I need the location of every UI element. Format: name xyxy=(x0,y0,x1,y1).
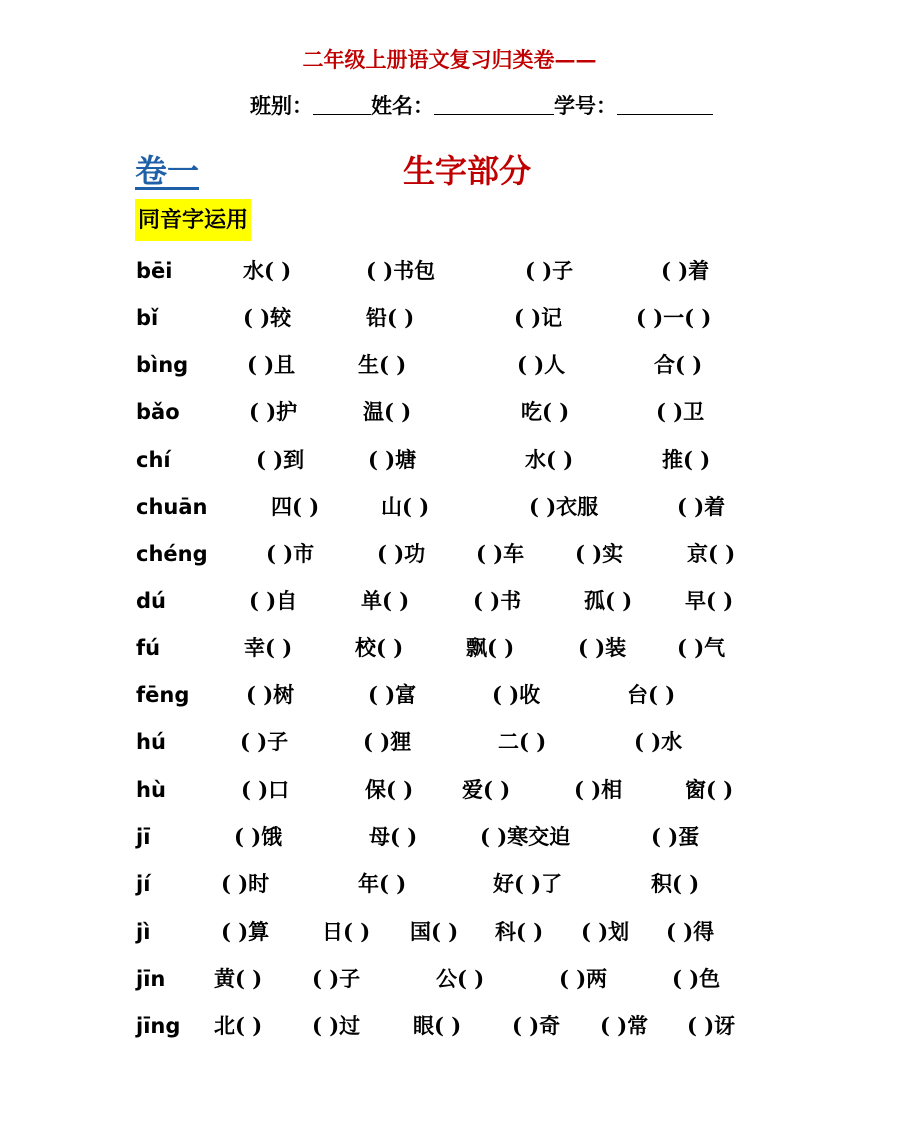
word-blank-item: ( )护 xyxy=(249,399,298,424)
subheading: 同音字运用 xyxy=(135,199,251,241)
word-blank-item: 幸( ) xyxy=(244,635,293,660)
id-blank xyxy=(617,94,713,115)
word-blank-item: ( )子 xyxy=(312,966,361,991)
name-blank xyxy=(434,94,554,115)
word-blank-item: ( )相 xyxy=(574,777,623,802)
word-blank-item: ( )时 xyxy=(221,871,270,896)
pinyin-label: chí xyxy=(136,448,171,472)
pinyin-label: dú xyxy=(136,589,166,613)
word-blank-item: 积( ) xyxy=(651,871,700,896)
word-blank-item: ( )子 xyxy=(525,258,574,283)
exercise-row xyxy=(0,350,899,380)
pinyin-label: fú xyxy=(136,636,161,660)
word-blank-item: ( )常 xyxy=(600,1013,649,1038)
word-blank-item: ( )自 xyxy=(249,588,298,613)
word-blank-item: ( )卫 xyxy=(656,399,705,424)
word-blank-item: 合( ) xyxy=(654,352,703,377)
word-blank-item: 好( )了 xyxy=(493,871,563,896)
class-label: 班别： xyxy=(250,93,313,118)
word-blank-item: 保( ) xyxy=(365,777,414,802)
word-blank-item: ( )树 xyxy=(246,682,295,707)
word-blank-item: 水( ) xyxy=(243,258,292,283)
exercise-row xyxy=(0,727,899,757)
exercise-row xyxy=(0,775,899,805)
word-blank-item: 二( ) xyxy=(498,729,547,754)
pinyin-label: bǐ xyxy=(136,306,159,330)
exercise-row xyxy=(0,397,899,427)
exercise-row xyxy=(0,822,899,852)
pinyin-label: hù xyxy=(136,778,166,802)
word-blank-item: ( )气 xyxy=(677,635,726,660)
word-blank-item: ( )衣服 xyxy=(529,494,599,519)
word-blank-item: ( )记 xyxy=(514,305,563,330)
word-blank-item: ( )塘 xyxy=(368,447,417,472)
word-blank-item: ( )功 xyxy=(377,541,426,566)
word-blank-item: ( )划 xyxy=(581,919,630,944)
word-blank-item: 温( ) xyxy=(363,399,412,424)
word-blank-item: ( )子 xyxy=(240,729,289,754)
word-blank-item: 眼( ) xyxy=(413,1013,462,1038)
word-blank-item: 日( ) xyxy=(322,919,371,944)
word-blank-item: ( )到 xyxy=(256,447,305,472)
word-blank-item: ( )狸 xyxy=(363,729,412,754)
word-blank-item: ( )且 xyxy=(247,352,296,377)
pinyin-label: bìng xyxy=(136,353,189,377)
word-blank-item: ( )富 xyxy=(368,682,417,707)
word-blank-item: ( )寒交迫 xyxy=(480,824,571,849)
word-blank-item: ( )装 xyxy=(578,635,627,660)
word-blank-item: 生( ) xyxy=(358,352,407,377)
pinyin-label: jīn xyxy=(136,967,166,991)
student-info xyxy=(250,90,713,120)
word-blank-item: 山( ) xyxy=(381,494,430,519)
word-blank-item: 铅( ) xyxy=(366,305,415,330)
word-blank-item: 早( ) xyxy=(685,588,734,613)
word-blank-item: ( )车 xyxy=(476,541,525,566)
word-blank-item: ( )收 xyxy=(492,682,541,707)
word-blank-item: ( )市 xyxy=(266,541,315,566)
exercise-row xyxy=(0,586,899,616)
pinyin-label: jí xyxy=(136,872,151,896)
name-label: 姓名： xyxy=(371,93,434,118)
word-blank-item: ( )书 xyxy=(473,588,522,613)
word-blank-item: 年( ) xyxy=(358,871,407,896)
word-blank-item: 京( ) xyxy=(687,541,736,566)
word-blank-item: ( )讶 xyxy=(687,1013,736,1038)
word-blank-item: ( )奇 xyxy=(512,1013,561,1038)
word-blank-item: 北( ) xyxy=(214,1013,263,1038)
word-blank-item: 公( ) xyxy=(436,966,485,991)
pinyin-label: chéng xyxy=(136,542,208,566)
pinyin-label: jīng xyxy=(136,1014,181,1038)
exercise-row xyxy=(0,869,899,899)
word-blank-item: 吃( ) xyxy=(521,399,570,424)
word-blank-item: ( )较 xyxy=(243,305,292,330)
juan-label: 卷一 xyxy=(135,152,200,190)
word-blank-item: ( )着 xyxy=(661,258,710,283)
worksheet-title: 二年级上册语文复习归类卷—— xyxy=(302,47,597,72)
word-blank-item: 国( ) xyxy=(410,919,459,944)
word-blank-item: ( )口 xyxy=(241,777,290,802)
word-blank-item: 四( ) xyxy=(271,494,320,519)
exercise-row xyxy=(0,492,899,522)
word-blank-item: 校( ) xyxy=(355,635,404,660)
section-title: 生字部分 xyxy=(403,152,532,190)
pinyin-label: bǎo xyxy=(136,400,180,424)
word-blank-item: 推( ) xyxy=(662,447,711,472)
word-blank-item: ( )水 xyxy=(634,729,683,754)
word-blank-item: 孤( ) xyxy=(584,588,633,613)
word-blank-item: 黄( ) xyxy=(214,966,263,991)
word-blank-item: ( )两 xyxy=(559,966,608,991)
word-blank-item: ( )书包 xyxy=(366,258,436,283)
word-blank-item: 飘( ) xyxy=(466,635,515,660)
word-blank-item: ( )饿 xyxy=(234,824,283,849)
class-blank xyxy=(313,94,371,115)
word-blank-item: ( )算 xyxy=(221,919,270,944)
exercise-row xyxy=(0,1011,899,1041)
pinyin-label: bēi xyxy=(136,259,173,283)
word-blank-item: 科( ) xyxy=(495,919,544,944)
word-blank-item: ( )实 xyxy=(575,541,624,566)
word-blank-item: ( )过 xyxy=(312,1013,361,1038)
exercise-row xyxy=(0,680,899,710)
pinyin-label: jì xyxy=(136,920,151,944)
pinyin-label: hú xyxy=(136,730,166,754)
pinyin-label: jī xyxy=(136,825,151,849)
exercise-row xyxy=(0,964,899,994)
word-blank-item: 母( ) xyxy=(369,824,418,849)
exercise-row xyxy=(0,633,899,663)
word-blank-item: ( )得 xyxy=(666,919,715,944)
pinyin-label: fēng xyxy=(136,683,190,707)
exercise-row xyxy=(0,917,899,947)
id-label: 学号： xyxy=(554,93,617,118)
word-blank-item: ( )一( ) xyxy=(636,305,712,330)
word-blank-item: 台( ) xyxy=(627,682,676,707)
exercise-row xyxy=(0,256,899,286)
pinyin-label: chuān xyxy=(136,495,208,519)
word-blank-item: ( )色 xyxy=(672,966,721,991)
word-blank-item: 单( ) xyxy=(361,588,410,613)
exercise-row xyxy=(0,445,899,475)
word-blank-item: 水( ) xyxy=(525,447,574,472)
word-blank-item: ( )人 xyxy=(517,352,566,377)
word-blank-item: ( )蛋 xyxy=(651,824,700,849)
word-blank-item: 窗( ) xyxy=(685,777,734,802)
exercise-row xyxy=(0,539,899,569)
word-blank-item: 爱( ) xyxy=(462,777,511,802)
exercise-row xyxy=(0,303,899,333)
word-blank-item: ( )着 xyxy=(677,494,726,519)
